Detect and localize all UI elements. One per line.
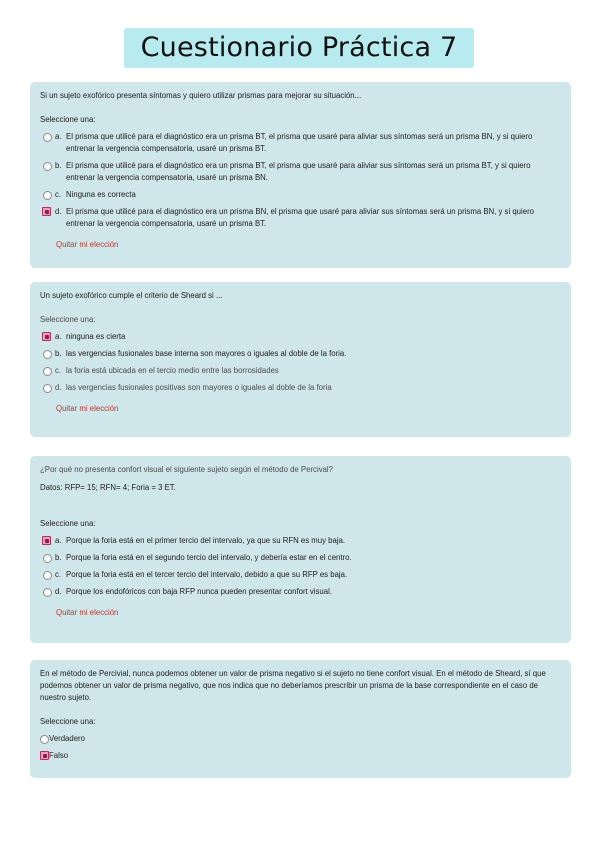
option-label: Porque los endofóricos con baja RFP nunca pueden presentar confort visual.: [66, 587, 332, 596]
option-label: ninguna es cierta: [66, 332, 126, 341]
select-one-label: Seleccione una:: [40, 315, 96, 324]
option-label: El prisma que utilicé para el diagnóstico era un prisma BN, el prisma que usaré para aliviar sus síntomas será un prisma BN, y si quiero entrenar la vergencia compensatoria, usaré un prisma BT.: [66, 207, 535, 228]
option-letter: b.: [55, 553, 62, 562]
question-card-1: [30, 82, 571, 268]
clear-choice-link[interactable]: Quitar mi elección: [56, 240, 119, 249]
option-a[interactable]: [40, 535, 561, 547]
select-one-label: Seleccione una:: [40, 717, 96, 726]
option-c[interactable]: [40, 365, 561, 377]
option-label: la foria está ubicada en el tercio medio entre las borrosidades: [66, 366, 279, 375]
option-b[interactable]: [40, 348, 561, 360]
radio-button-selected[interactable]: [40, 751, 49, 760]
option-letter: d.: [55, 383, 62, 392]
radio-button[interactable]: [43, 133, 52, 142]
option-c[interactable]: [40, 569, 561, 581]
option-letter: a.: [55, 332, 62, 341]
radio-button[interactable]: [43, 571, 52, 580]
option-label: El prisma que utilicé para el diagnóstico era un prisma BT, el prisma que usaré para aliviar sus síntomas será un prisma BN, y si quiero entrenar la vergencia compensatoria, usaré un prisma BT.: [66, 132, 533, 153]
option-label: Porque la foria está en el segundo tercio del intervalo, y debería estar en el centro.: [66, 553, 352, 562]
option-label: Porque la foria está en el primer tercio del intervalo, ya que su RFN es muy baja.: [66, 536, 346, 545]
question-card-2: [30, 282, 571, 437]
option-d[interactable]: [40, 382, 561, 394]
option-b[interactable]: [40, 160, 561, 184]
question-text: En el método de Percivial, nunca podemos obtener un valor de prisma negativo si el sujeto no tiene confort visual. En el método de Sheard, sí que podemos obtener un valor de prisma negativo, que nos indica que no deberíamos prescribir un prisma de la base correspondiente en el caso de nuestro sujeto.: [40, 669, 546, 702]
radio-button[interactable]: [43, 588, 52, 597]
option-letter: a.: [55, 132, 62, 141]
radio-button[interactable]: [43, 191, 52, 200]
option-a[interactable]: [40, 331, 561, 343]
option-letter: c.: [55, 366, 62, 375]
option-c[interactable]: [40, 189, 561, 201]
option-true[interactable]: [40, 733, 561, 745]
clear-choice-link[interactable]: Quitar mi elección: [56, 404, 119, 413]
radio-button[interactable]: [43, 350, 52, 359]
option-label: las vergencias fusionales base interna son mayores o iguales al doble de la foria.: [66, 349, 347, 358]
option-a[interactable]: [40, 131, 561, 155]
select-one-label: Seleccione una:: [40, 115, 96, 124]
radio-button-selected[interactable]: [42, 207, 51, 216]
option-label: Porque la foria está en el tercer tercio del intervalo, debido a que su RFP es baja.: [66, 570, 348, 579]
option-letter: b.: [55, 349, 62, 358]
radio-button[interactable]: [43, 554, 52, 563]
option-label: Falso: [49, 751, 69, 760]
option-label: Verdadero: [49, 734, 85, 743]
option-letter: c.: [55, 190, 62, 199]
radio-button[interactable]: [43, 367, 52, 376]
question-text: ¿Por qué no presenta confort visual el siguiente sujeto según el método de Percival?: [40, 465, 333, 474]
page-title: Cuestionario Práctica 7: [124, 28, 474, 68]
option-d[interactable]: [40, 206, 561, 230]
option-false[interactable]: [40, 750, 561, 762]
option-label: las vergencias fusionales positivas son mayores o iguales al doble de la foria: [66, 383, 332, 392]
question-text: Un sujeto exofórico cumple el criterio de Sheard si ...: [40, 291, 223, 300]
option-letter: d.: [55, 587, 62, 596]
question-card-4: [30, 660, 571, 778]
radio-button[interactable]: [43, 162, 52, 171]
radio-button-selected[interactable]: [42, 536, 51, 545]
option-label: Ninguna es correcta: [66, 190, 136, 199]
question-text: Si un sujeto exofórico presenta síntomas y quiero utilizar prismas para mejorar su situación...: [40, 91, 362, 100]
option-b[interactable]: [40, 552, 561, 564]
question-card-3: [30, 456, 571, 643]
option-letter: c.: [55, 570, 62, 579]
select-one-label: Seleccione una:: [40, 519, 96, 528]
option-letter: b.: [55, 161, 62, 170]
question-data-line: Datos: RFP= 15; RFN= 4; Foria = 3 ET.: [40, 483, 176, 492]
option-letter: d.: [55, 207, 62, 216]
option-d[interactable]: [40, 586, 561, 598]
option-label: El prisma que utilicé para el diagnóstico era un prisma BT, el prisma que usaré para aliviar sus síntomas será un prisma BT, y si quiero entrenar la vergencia compensatoria, usaré un prisma BN.: [66, 161, 531, 182]
radio-button[interactable]: [40, 735, 49, 744]
option-letter: a.: [55, 536, 62, 545]
radio-button[interactable]: [43, 384, 52, 393]
clear-choice-link[interactable]: Quitar mi elección: [56, 608, 119, 617]
radio-button-selected[interactable]: [42, 332, 51, 341]
